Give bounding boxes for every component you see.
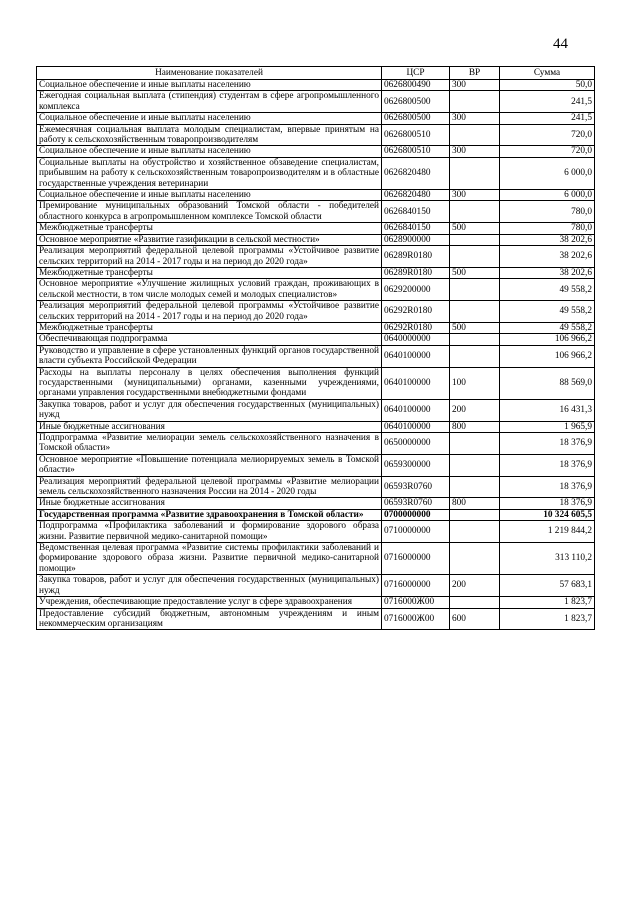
row-sum: 1 965,9 (500, 421, 595, 432)
header-vr: ВР (450, 67, 500, 80)
table-row (37, 433, 595, 455)
table-row (37, 454, 595, 476)
header-name: Наименование показателей (37, 67, 382, 80)
row-name: Предоставление субсидий бюджетным, автономным учреждениям и иным некоммерческим организациям (37, 608, 382, 630)
row-vr (450, 124, 500, 146)
table-row (37, 157, 595, 189)
table-row (37, 201, 595, 223)
row-sum: 38 202,6 (500, 234, 595, 245)
row-name: Основное мероприятие «Развитие газификации в сельской местности» (37, 234, 382, 245)
row-vr: 200 (450, 399, 500, 421)
row-vr (450, 433, 500, 455)
row-sum: 720,0 (500, 124, 595, 146)
row-csr: 0640000000 (382, 334, 450, 345)
row-vr: 500 (450, 267, 500, 278)
row-name: Ежегодная социальная выплата (стипендия) студентам в сфере агропромышленного комплекса (37, 91, 382, 113)
row-sum: 241,5 (500, 91, 595, 113)
row-sum: 1 219 844,2 (500, 521, 595, 543)
budget-table (36, 66, 595, 630)
table-row (37, 476, 595, 498)
row-sum: 241,5 (500, 113, 595, 124)
row-csr: 0626840150 (382, 201, 450, 223)
row-vr (450, 476, 500, 498)
row-name: Основное мероприятие «Улучшение жилищных условий граждан, проживающих в сельской местности, в том числе молодых семей и молодых специалистов» (37, 279, 382, 301)
table-row (37, 421, 595, 432)
header-sum: Сумма (500, 67, 595, 80)
table-row (37, 345, 595, 367)
row-name: Реализация мероприятий федеральной целевой программы «Устойчивое развитие сельских территорий на 2014 - 2017 годы и на период до 2020 года» (37, 246, 382, 268)
row-vr (450, 543, 500, 575)
row-vr: 300 (450, 113, 500, 124)
row-name: Межбюджетные трансферты (37, 322, 382, 333)
row-csr: 0716000Ж00 (382, 608, 450, 630)
page-number: 44 (553, 36, 568, 52)
row-sum: 780,0 (500, 201, 595, 223)
row-sum: 6 000,0 (500, 190, 595, 201)
row-sum: 16 431,3 (500, 399, 595, 421)
row-sum: 1 823,7 (500, 608, 595, 630)
row-name: Обеспечивающая подпрограмма (37, 334, 382, 345)
row-vr (450, 301, 500, 323)
row-csr: 06289R0180 (382, 267, 450, 278)
table-row (37, 279, 595, 301)
row-csr: 0626800490 (382, 80, 450, 91)
table-row (37, 234, 595, 245)
header-csr: ЦСР (382, 67, 450, 80)
row-csr: 0626800510 (382, 146, 450, 157)
table-header-row (37, 67, 595, 80)
table-row (37, 367, 595, 399)
row-sum: 49 558,2 (500, 301, 595, 323)
row-name: Подпрограмма «Профилактика заболеваний и формирование здорового образа жизни. Развитие первичной медико-санитарной помощи» (37, 521, 382, 543)
row-csr: 0626800500 (382, 91, 450, 113)
row-name: Социальное обеспечение и иные выплаты населению (37, 190, 382, 201)
row-csr: 0626800510 (382, 124, 450, 146)
row-name: Социальное обеспечение и иные выплаты населению (37, 80, 382, 91)
row-csr: 0716000000 (382, 575, 450, 597)
row-sum: 57 683,1 (500, 575, 595, 597)
row-csr: 0716000Ж00 (382, 597, 450, 608)
row-vr: 200 (450, 575, 500, 597)
row-vr: 100 (450, 367, 500, 399)
row-sum: 38 202,6 (500, 246, 595, 268)
row-csr: 06292R0180 (382, 322, 450, 333)
row-vr (450, 509, 500, 520)
row-name: Реализация мероприятий федеральной целевой программы «Устойчивое развитие сельских территорий на 2014 - 2017 годы и на период до 2020 года» (37, 301, 382, 323)
row-vr: 800 (450, 421, 500, 432)
table-row (37, 80, 595, 91)
row-vr: 300 (450, 146, 500, 157)
row-name: Закупка товаров, работ и услуг для обеспечения государственных (муниципальных) нужд (37, 575, 382, 597)
row-csr: 0700000000 (382, 509, 450, 520)
row-sum: 780,0 (500, 223, 595, 234)
row-vr (450, 234, 500, 245)
table-row (37, 190, 595, 201)
row-csr: 0710000000 (382, 521, 450, 543)
row-csr: 06593R0760 (382, 498, 450, 509)
row-sum: 88 569,0 (500, 367, 595, 399)
table-body (37, 80, 595, 630)
row-vr (450, 201, 500, 223)
table-row (37, 334, 595, 345)
row-csr: 0626800500 (382, 113, 450, 124)
table-row (37, 399, 595, 421)
row-vr: 500 (450, 322, 500, 333)
table-row (37, 146, 595, 157)
row-csr: 0716000000 (382, 543, 450, 575)
table-row (37, 113, 595, 124)
table-row (37, 246, 595, 268)
row-sum: 18 376,9 (500, 498, 595, 509)
row-vr (450, 279, 500, 301)
table-row (37, 124, 595, 146)
row-name: Социальные выплаты на обустройство и хозяйственное обзаведение специалистам, прибывшим на работу к сельскохозяйственным товаропроизводителям и в областные государственные учреждения ветеринарии (37, 157, 382, 189)
row-name: Учреждения, обеспечивающие предоставление услуг в сфере здравоохранения (37, 597, 382, 608)
row-csr: 0640100000 (382, 421, 450, 432)
row-vr: 500 (450, 223, 500, 234)
row-name: Руководство и управление в сфере установленных функций органов государственной власти субъекта Российской Федерации (37, 345, 382, 367)
row-vr: 300 (450, 80, 500, 91)
row-name: Расходы на выплаты персоналу в целях обеспечения выполнения функций государственными (муниципальными) органами, казенными учреждениями, органами управления государственными внебюджетными фондами (37, 367, 382, 399)
row-name: Подпрограмма «Развитие мелиорации земель сельскохозяйственного назначения в Томской области» (37, 433, 382, 455)
row-vr (450, 157, 500, 189)
row-vr (450, 345, 500, 367)
row-csr: 0640100000 (382, 367, 450, 399)
row-name: Основное мероприятие «Повышение потенциала мелиорируемых земель в Томской области» (37, 454, 382, 476)
table-row (37, 575, 595, 597)
row-name: Иные бюджетные ассигнования (37, 421, 382, 432)
row-csr: 0650000000 (382, 433, 450, 455)
table-row (37, 521, 595, 543)
row-sum: 6 000,0 (500, 157, 595, 189)
row-name: Ежемесячная социальная выплата молодым специалистам, впервые принятым на работу к сельскохозяйственным товаропроизводителям (37, 124, 382, 146)
row-csr: 0626840150 (382, 223, 450, 234)
row-vr: 800 (450, 498, 500, 509)
row-csr: 0628900000 (382, 234, 450, 245)
row-name: Закупка товаров, работ и услуг для обеспечения государственных (муниципальных) нужд (37, 399, 382, 421)
row-name: Реализация мероприятий федеральной целевой программы «Развитие мелиорации земель сельскохозяйственного назначения России на 2014 - 2020 годы (37, 476, 382, 498)
row-vr (450, 454, 500, 476)
row-sum: 1 823,7 (500, 597, 595, 608)
row-vr (450, 334, 500, 345)
table-row (37, 91, 595, 113)
row-csr: 0626820480 (382, 157, 450, 189)
row-name: Премирование муниципальных образований Томской области - победителей областного конкурса в агропромышленном комплексе Томской области (37, 201, 382, 223)
row-sum: 720,0 (500, 146, 595, 157)
row-vr (450, 521, 500, 543)
row-sum: 50,0 (500, 80, 595, 91)
row-csr: 06289R0180 (382, 246, 450, 268)
row-sum: 18 376,9 (500, 476, 595, 498)
table-row (37, 509, 595, 520)
row-vr (450, 91, 500, 113)
row-csr: 06292R0180 (382, 301, 450, 323)
row-csr: 0659300000 (382, 454, 450, 476)
row-sum: 10 324 605,5 (500, 509, 595, 520)
row-csr: 0640100000 (382, 399, 450, 421)
row-vr (450, 597, 500, 608)
row-name: Иные бюджетные ассигнования (37, 498, 382, 509)
table-row (37, 543, 595, 575)
table-row (37, 597, 595, 608)
row-sum: 106 966,2 (500, 345, 595, 367)
table-row (37, 223, 595, 234)
row-sum: 106 966,2 (500, 334, 595, 345)
row-sum: 38 202,6 (500, 267, 595, 278)
row-vr (450, 246, 500, 268)
table-row (37, 498, 595, 509)
row-sum: 49 558,2 (500, 279, 595, 301)
table-row (37, 608, 595, 630)
table-row (37, 322, 595, 333)
row-name: Социальное обеспечение и иные выплаты населению (37, 113, 382, 124)
table-row (37, 301, 595, 323)
row-sum: 49 558,2 (500, 322, 595, 333)
row-name: Ведомственная целевая программа «Развитие системы профилактики заболеваний и формирование здорового образа жизни. Развитие первичной медико-санитарной помощи» (37, 543, 382, 575)
row-name: Межбюджетные трансферты (37, 267, 382, 278)
row-vr: 300 (450, 190, 500, 201)
row-csr: 06593R0760 (382, 476, 450, 498)
row-name: Социальное обеспечение и иные выплаты населению (37, 146, 382, 157)
row-csr: 0629200000 (382, 279, 450, 301)
table-row (37, 267, 595, 278)
row-csr: 0626820480 (382, 190, 450, 201)
row-sum: 313 110,2 (500, 543, 595, 575)
row-name: Межбюджетные трансферты (37, 223, 382, 234)
row-vr: 600 (450, 608, 500, 630)
row-name: Государственная программа «Развитие здравоохранения в Томской области» (37, 509, 382, 520)
row-sum: 18 376,9 (500, 454, 595, 476)
row-sum: 18 376,9 (500, 433, 595, 455)
row-csr: 0640100000 (382, 345, 450, 367)
